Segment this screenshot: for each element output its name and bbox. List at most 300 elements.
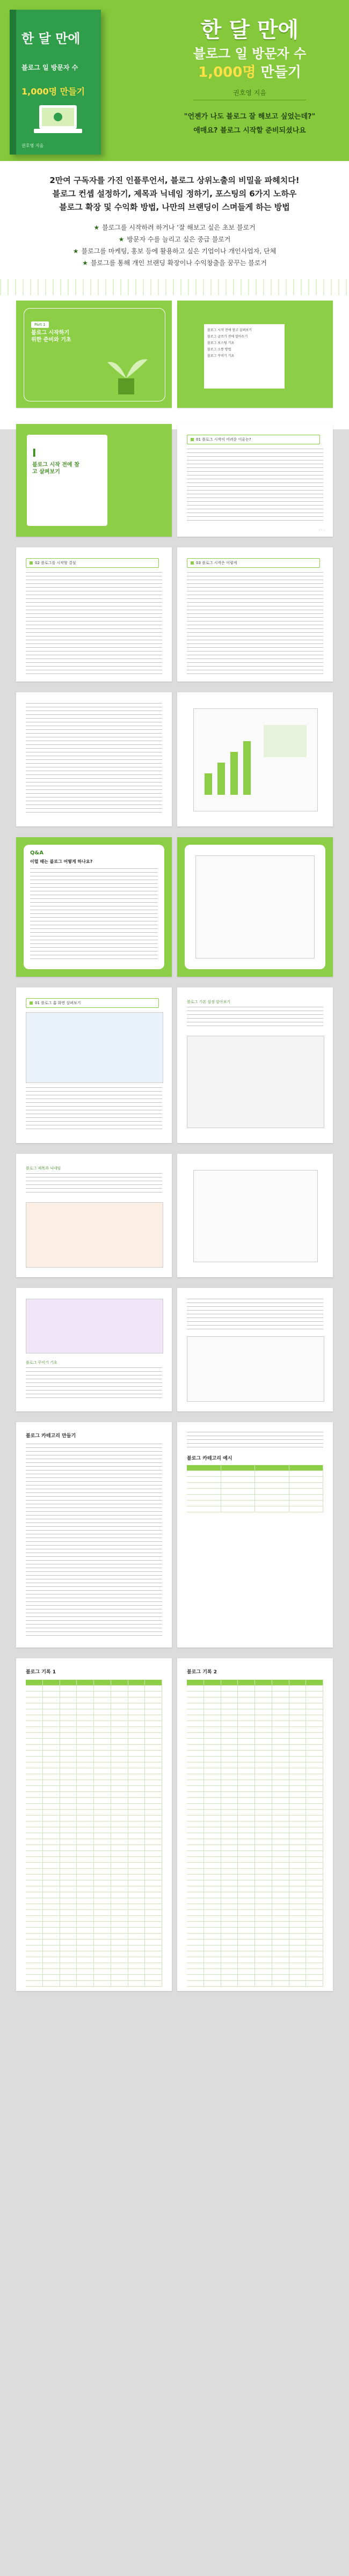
table-cell (204, 1863, 221, 1868)
table-cell (221, 1792, 238, 1797)
table-cell (145, 1733, 162, 1738)
table-cell (289, 1751, 307, 1756)
table-cell (111, 1863, 128, 1868)
table-cell (289, 1916, 307, 1921)
table-cell (272, 1934, 289, 1939)
table-cell (111, 1904, 128, 1909)
table-cell (306, 1827, 323, 1833)
book-target: 1,000명 만들기 (21, 86, 85, 97)
table-cell (94, 1969, 111, 1974)
table-cell (289, 1810, 307, 1815)
table-cell (306, 1692, 323, 1697)
table-cell (77, 1762, 94, 1768)
table-cell (26, 1898, 43, 1904)
table-cell (145, 1904, 162, 1909)
table-cell (60, 1833, 77, 1839)
table-cell (306, 1768, 323, 1774)
table-cell (26, 1845, 43, 1850)
table-cell (187, 1845, 204, 1850)
section-heading: 01 블로그 홈 화면 살펴보기 (26, 998, 159, 1008)
table-cell (221, 1839, 238, 1845)
body-text (26, 1173, 162, 1195)
table-cell (272, 1892, 289, 1898)
table-cell (60, 1680, 77, 1685)
spread3-right-page (177, 547, 333, 682)
table-cell (77, 1810, 94, 1815)
table-cell (255, 1934, 272, 1939)
table-cell (26, 1703, 43, 1709)
table-row (26, 1786, 162, 1792)
table-cell (60, 1981, 77, 1986)
table-row (26, 1762, 162, 1768)
table-row (187, 1839, 323, 1845)
table-cell (272, 1703, 289, 1709)
toc-box (204, 324, 285, 389)
table-row (187, 1798, 323, 1804)
table-cell (145, 1957, 162, 1963)
toc-item: 블로그 꾸미기 기초 (207, 354, 235, 358)
table-cell (94, 1928, 111, 1933)
table-cell (255, 1786, 272, 1791)
hero-title-line1: 한 달 만에 (200, 18, 299, 42)
table-cell (187, 1916, 204, 1921)
table-cell (272, 1757, 289, 1762)
table-row (187, 1981, 323, 1987)
table-row (26, 1745, 162, 1751)
table-cell (43, 1733, 60, 1738)
table-row (26, 1845, 162, 1851)
table-cell (94, 1863, 111, 1868)
table-row (187, 1692, 323, 1697)
table-cell (94, 1827, 111, 1833)
table-cell (204, 1904, 221, 1909)
table-cell (255, 1798, 272, 1803)
table-cell (26, 1774, 43, 1780)
page-heading: 블로그 기록 2 (187, 1670, 217, 1675)
table-cell (43, 1757, 60, 1762)
table-cell (145, 1686, 162, 1691)
table-cell (238, 1981, 255, 1986)
table-cell (77, 1928, 94, 1933)
table-cell (111, 1833, 128, 1839)
table-cell (43, 1922, 60, 1927)
table-cell (204, 1709, 221, 1715)
table-cell (26, 1827, 43, 1833)
table-cell (77, 1786, 94, 1791)
table-cell (111, 1892, 128, 1898)
table-cell (60, 1692, 77, 1697)
table-cell (187, 1863, 204, 1868)
table-cell (77, 1863, 94, 1868)
table-cell (187, 1957, 204, 1963)
table-cell (145, 1745, 162, 1750)
table-row (187, 1727, 323, 1733)
table-cell (77, 1821, 94, 1827)
table-cell (187, 1875, 204, 1880)
table-cell (306, 1934, 323, 1939)
table-row (187, 1975, 323, 1981)
table-cell (111, 1981, 128, 1986)
table-cell (111, 1827, 128, 1833)
table-cell (94, 1686, 111, 1691)
table-row (187, 1715, 323, 1721)
table-cell (77, 1951, 94, 1957)
table-cell (255, 1951, 272, 1957)
table-cell (128, 1727, 146, 1732)
table-row (187, 1780, 323, 1786)
toc-item: 블로그 글쓰기 전에 알아두기 (207, 335, 248, 339)
table-cell (289, 1963, 307, 1968)
table-cell (60, 1703, 77, 1709)
table-cell (187, 1827, 204, 1833)
table-cell (204, 1680, 221, 1685)
table-cell (43, 1863, 60, 1868)
table-cell (187, 1804, 204, 1809)
table-cell (238, 1692, 255, 1697)
table-cell (204, 1957, 221, 1963)
table-row (187, 1898, 323, 1904)
table-cell (60, 1792, 77, 1797)
table-cell (272, 1774, 289, 1780)
table-cell (204, 1816, 221, 1821)
table-cell (306, 1975, 323, 1980)
table-cell (306, 1951, 323, 1957)
table-cell (238, 1709, 255, 1715)
table-cell (43, 1762, 60, 1768)
table-cell (289, 1839, 307, 1845)
table-cell (94, 1922, 111, 1927)
table-cell (255, 1975, 272, 1980)
table-cell (204, 1727, 221, 1732)
section-heading: 01 블로그 시작이 어려운 이유는? (187, 435, 320, 444)
table-cell (306, 1816, 323, 1821)
table-cell (60, 1786, 77, 1791)
table-cell (221, 1762, 238, 1768)
table-cell (94, 1727, 111, 1732)
table-cell (111, 1851, 128, 1856)
table-row (187, 1821, 323, 1827)
table-cell (289, 1821, 307, 1827)
table-cell (272, 1833, 289, 1839)
table-cell (204, 1875, 221, 1880)
table-cell (145, 1727, 162, 1732)
table-cell (238, 1845, 255, 1850)
table-cell (255, 1751, 272, 1756)
table-row (187, 1857, 323, 1863)
book-title: 한 달 만에 (21, 31, 81, 46)
table-cell (77, 1715, 94, 1721)
table-cell (77, 1880, 94, 1886)
table-cell (272, 1981, 289, 1986)
table-cell (306, 1721, 323, 1726)
table-cell (128, 1957, 146, 1963)
table-cell (94, 1886, 111, 1892)
table-cell (306, 1898, 323, 1904)
table-cell (111, 1975, 128, 1980)
table-cell (43, 1774, 60, 1780)
table-cell (272, 1810, 289, 1815)
table-cell (306, 1709, 323, 1715)
table-cell (77, 1922, 94, 1927)
plant-illustration-icon (97, 349, 156, 397)
spread9-right-page (177, 1422, 333, 1648)
table-cell (43, 1981, 60, 1986)
table-cell (128, 1786, 146, 1791)
table-cell (238, 1940, 255, 1945)
table-cell (60, 1727, 77, 1732)
table-cell (145, 1804, 162, 1809)
table-cell (94, 1963, 111, 1968)
table-cell (255, 1697, 272, 1703)
table-cell (111, 1721, 128, 1726)
spread3-left-page (16, 547, 172, 682)
hero-title-suffix: 만들기 (256, 64, 301, 80)
table-cell (60, 1910, 77, 1915)
spread10-right-page (177, 1658, 333, 1991)
table-cell (255, 1727, 272, 1732)
table-cell (111, 1697, 128, 1703)
table-cell (255, 1816, 272, 1821)
table-cell (238, 1857, 255, 1862)
table-cell (289, 1945, 307, 1951)
table-cell (204, 1880, 221, 1886)
table-cell (289, 1686, 307, 1691)
table-cell (221, 1745, 238, 1750)
screenshot-image (26, 1012, 163, 1083)
table-row (26, 1686, 162, 1692)
table-cell (306, 1957, 323, 1963)
table-cell (128, 1922, 146, 1927)
table-cell (204, 1892, 221, 1898)
table-cell (111, 1857, 128, 1862)
table (187, 1465, 323, 1512)
table-cell (272, 1762, 289, 1768)
table-cell (77, 1857, 94, 1862)
table-cell (306, 1762, 323, 1768)
table-row (26, 1963, 162, 1969)
table-cell (272, 1768, 289, 1774)
table-cell (43, 1721, 60, 1726)
table-cell (43, 1851, 60, 1856)
table-row (26, 1857, 162, 1863)
spread6-right-page (177, 987, 333, 1143)
table-cell (26, 1916, 43, 1921)
table-cell (77, 1804, 94, 1809)
table-cell (204, 1851, 221, 1856)
table-cell (221, 1969, 238, 1974)
table-row (187, 1945, 323, 1951)
table-cell (306, 1680, 323, 1685)
table-cell (238, 1798, 255, 1803)
table-cell (94, 1975, 111, 1980)
table-cell (77, 1875, 94, 1880)
table-row (26, 1733, 162, 1739)
table-cell (306, 1786, 323, 1791)
table-cell (128, 1869, 146, 1874)
table-cell (77, 1845, 94, 1850)
table (187, 1680, 323, 1987)
table-cell (187, 1692, 204, 1697)
table-cell (187, 1839, 204, 1845)
table-cell (238, 1886, 255, 1892)
table-cell (289, 1957, 307, 1963)
table-cell (26, 1969, 43, 1974)
spread7-left-page (16, 1154, 172, 1277)
table-cell (60, 1886, 77, 1892)
table-row (26, 1715, 162, 1721)
table-cell (272, 1709, 289, 1715)
table-cell (145, 1816, 162, 1821)
table-cell (204, 1934, 221, 1939)
table-cell (94, 1768, 111, 1774)
table-cell (94, 1804, 111, 1809)
table-cell (255, 1945, 272, 1951)
table-cell (204, 1951, 221, 1957)
table-cell (60, 1697, 77, 1703)
table-row (187, 1940, 323, 1945)
table-cell (145, 1963, 162, 1968)
table-row (26, 1697, 162, 1703)
table-cell (94, 1733, 111, 1738)
table-cell (306, 1727, 323, 1732)
table-cell (255, 1774, 272, 1780)
table-cell (306, 1963, 323, 1968)
table-cell (255, 1928, 272, 1933)
table-cell (255, 1827, 272, 1833)
table-cell (255, 1957, 272, 1963)
spread6-left-page (16, 987, 172, 1143)
table-cell (111, 1922, 128, 1927)
table-cell (306, 1792, 323, 1797)
table-cell (221, 1945, 238, 1951)
table-cell (238, 1821, 255, 1827)
body-text (26, 572, 162, 674)
screenshot-image (26, 1299, 163, 1353)
table-cell (77, 1757, 94, 1762)
table-row (26, 1945, 162, 1951)
table-cell (289, 1762, 307, 1768)
table-cell (306, 1863, 323, 1868)
table-cell (204, 1721, 221, 1726)
intro-line-2: 블로그 컨셉 설정하기, 제목과 닉네임 정하기, 포스팅의 6가지 노하우 (52, 189, 297, 199)
table-cell (111, 1680, 128, 1685)
table-cell (43, 1845, 60, 1850)
table-row (187, 1904, 323, 1910)
table-row (187, 1810, 323, 1816)
screenshot-image (187, 1336, 324, 1402)
table-cell (255, 1940, 272, 1945)
table-cell (94, 1792, 111, 1797)
table-cell (94, 1851, 111, 1856)
table-cell (289, 1697, 307, 1703)
table-cell (289, 1798, 307, 1803)
table-row (26, 1768, 162, 1774)
table-cell (128, 1745, 146, 1750)
table-row (26, 1757, 162, 1762)
table-cell (204, 1703, 221, 1709)
table-cell (145, 1821, 162, 1827)
table-cell (272, 1798, 289, 1803)
table-cell (255, 1768, 272, 1774)
table-cell (111, 1916, 128, 1921)
table-cell (94, 1957, 111, 1963)
body-text (187, 1299, 323, 1331)
table-cell (221, 1934, 238, 1939)
table-cell (187, 1934, 204, 1939)
table-cell (221, 1981, 238, 1986)
table-row (26, 1898, 162, 1904)
table-cell (187, 1780, 204, 1785)
spread2-left-page (16, 424, 172, 537)
table-cell (77, 1745, 94, 1750)
table-cell (187, 1816, 204, 1821)
table-cell (238, 1957, 255, 1963)
page-background (0, 2007, 349, 2576)
table-cell (43, 1816, 60, 1821)
table-cell (289, 1875, 307, 1880)
table-cell (77, 1686, 94, 1691)
table-cell (289, 1910, 307, 1915)
table-row (187, 1886, 323, 1892)
table-cell (111, 1780, 128, 1785)
table-cell (94, 1810, 111, 1815)
table-cell (43, 1786, 60, 1791)
table-cell (289, 1768, 307, 1774)
table-cell (26, 1869, 43, 1874)
table-cell (204, 1845, 221, 1850)
table-cell (60, 1963, 77, 1968)
table-row (187, 1804, 323, 1810)
table-cell (187, 1940, 204, 1945)
table-cell (204, 1697, 221, 1703)
table-cell (94, 1786, 111, 1791)
table-cell (26, 1715, 43, 1721)
table-row (26, 1774, 162, 1780)
spread5-left-page (16, 837, 172, 977)
table-row (26, 1916, 162, 1922)
table-cell (289, 1745, 307, 1750)
table-cell (221, 1774, 238, 1780)
table-cell (43, 1945, 60, 1951)
table-cell (289, 1709, 307, 1715)
table-cell (128, 1951, 146, 1957)
table-cell (26, 1928, 43, 1933)
table-cell (111, 1910, 128, 1915)
table-cell (187, 1969, 204, 1974)
table-cell (60, 1940, 77, 1945)
table-cell (111, 1963, 128, 1968)
table-cell (238, 1863, 255, 1868)
table-cell (272, 1745, 289, 1750)
table-cell (221, 1898, 238, 1904)
table-cell (306, 1780, 323, 1785)
table-cell (60, 1934, 77, 1939)
table-cell (26, 1745, 43, 1750)
table-cell (111, 1940, 128, 1945)
table-cell (221, 1904, 238, 1909)
subsection-label: 블로그 제목과 닉네임 (26, 1166, 61, 1170)
table-cell (238, 1951, 255, 1957)
table-cell (221, 1680, 238, 1685)
table-cell (60, 1810, 77, 1815)
hero-title-line2: 블로그 일 방문자 수 (193, 46, 307, 61)
table-cell (272, 1916, 289, 1921)
table-row (187, 1892, 323, 1898)
table-cell (204, 1768, 221, 1774)
table-cell (204, 1810, 221, 1815)
table-cell (94, 1692, 111, 1697)
table-cell (60, 1969, 77, 1974)
